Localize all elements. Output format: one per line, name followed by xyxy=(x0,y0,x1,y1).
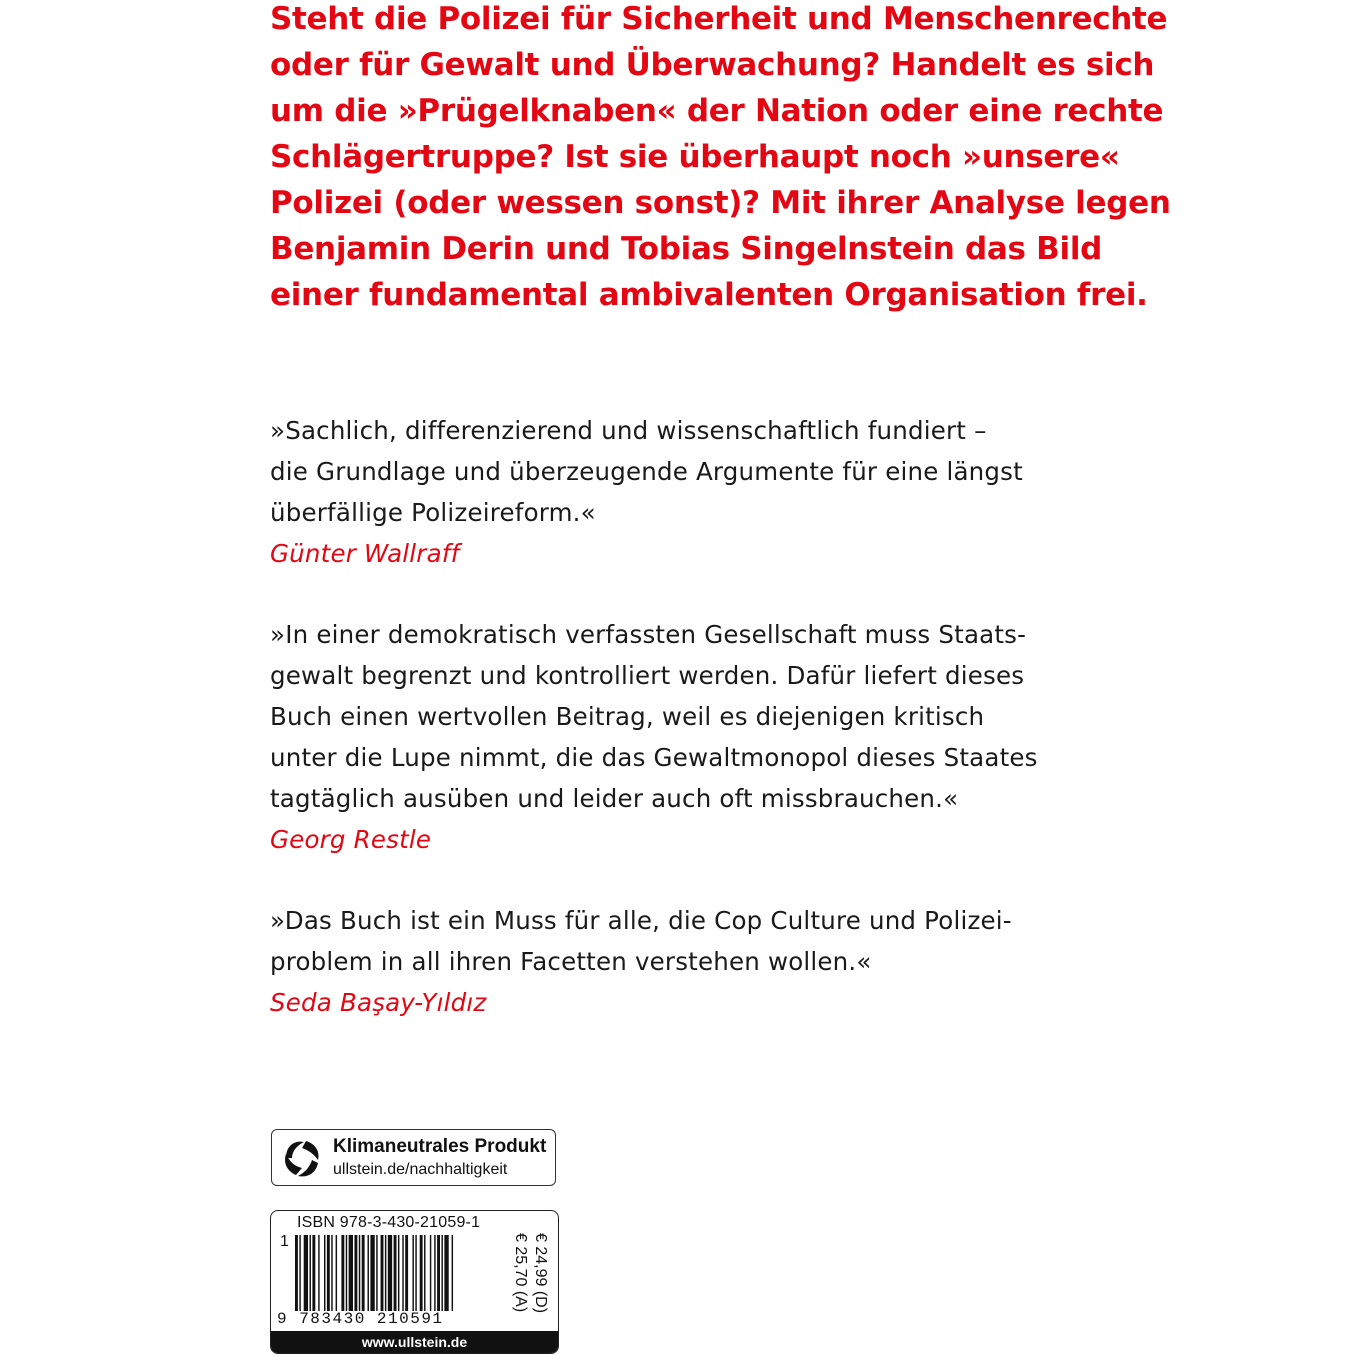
review-quote-restle xyxy=(270,614,1090,860)
badge-url: ullstein.de/nachhaltigkeit xyxy=(333,1161,508,1178)
barcode-bar xyxy=(420,1235,423,1311)
review-quote-basay-yildiz xyxy=(270,900,1090,1023)
barcode-bar xyxy=(324,1235,325,1311)
barcode-bar xyxy=(398,1235,399,1311)
barcode-label xyxy=(270,1210,559,1354)
barcode-bar xyxy=(376,1235,377,1311)
blurb-line: um die »Prügelknaben« der Nation oder eine rechte xyxy=(270,93,1164,129)
barcode-bar xyxy=(452,1235,453,1311)
barcode-bar xyxy=(434,1235,435,1311)
barcode-bar xyxy=(412,1235,413,1311)
quote-line: unter die Lupe nimmt, die das Gewaltmonopol dieses Staates xyxy=(270,743,1038,772)
blurb-line: Polizei (oder wessen sonst)? Mit ihrer Analyse legen xyxy=(270,185,1171,221)
barcode-bar xyxy=(362,1235,365,1311)
barcode-bar xyxy=(336,1235,337,1311)
quote-line: überfällige Polizeireform.« xyxy=(270,498,596,527)
quote-line: Buch einen wertvollen Beitrag, weil es diejenigen kritisch xyxy=(270,702,985,731)
quote-line: »Sachlich, differenzierend und wissenschaftlich fundiert – xyxy=(270,416,987,445)
barcode-leading-digit: 1 xyxy=(280,1233,289,1250)
price-block xyxy=(507,1233,555,1329)
barcode-icon xyxy=(295,1235,505,1311)
barcode-bar xyxy=(349,1235,353,1311)
price-austria: € 25,70 (A) xyxy=(512,1233,529,1313)
quote-author: Günter Wallraff xyxy=(270,539,460,568)
barcode-bar xyxy=(346,1235,347,1311)
barcode-bar xyxy=(444,1235,448,1311)
blurb-line: oder für Gewalt und Überwachung? Handelt es sich xyxy=(270,47,1155,83)
climate-neutral-badge xyxy=(271,1129,556,1186)
barcode-bar xyxy=(327,1235,330,1311)
review-quote-wallraff xyxy=(270,410,1090,574)
barcode-bar xyxy=(318,1235,319,1311)
barcode-bar xyxy=(381,1235,384,1311)
barcode-bar xyxy=(341,1235,344,1311)
quote-line: gewalt begrenzt und kontrolliert werden. Dafür liefert dieses xyxy=(270,661,1025,690)
leaf-globe-icon xyxy=(280,1136,324,1180)
isbn-text: ISBN 978-3-430-21059-1 xyxy=(297,1214,481,1231)
barcode-bar xyxy=(312,1235,315,1311)
quote-author: Seda Başay-Yıldız xyxy=(270,988,487,1017)
blurb-line: Schlägertruppe? Ist sie überhaupt noch »unsere« xyxy=(270,139,1120,175)
barcode-bar xyxy=(368,1235,369,1311)
quote-line: die Grundlage und überzeugende Argumente für eine längst xyxy=(270,457,1023,486)
barcode-bar xyxy=(402,1235,403,1311)
quote-line: problem in all ihren Facetten verstehen wollen.« xyxy=(270,947,872,976)
barcode-bar xyxy=(385,1235,386,1311)
quote-line: »In einer demokratisch verfassten Gesellschaft muss Staats- xyxy=(270,620,1027,649)
badge-title: Klimaneutrales Produkt xyxy=(333,1136,547,1157)
quote-author: Georg Restle xyxy=(270,825,432,854)
publisher-website[interactable]: www.ullstein.de xyxy=(271,1331,558,1353)
quote-line: »Das Buch ist ein Muss für alle, die Cop Culture und Polizei- xyxy=(270,906,1012,935)
price-germany: € 24,99 (D) xyxy=(532,1233,549,1314)
barcode-bar xyxy=(388,1235,392,1311)
barcode-bar xyxy=(437,1235,440,1311)
barcode-bar xyxy=(424,1235,425,1311)
blurb-line: Steht die Polizei für Sicherheit und Menschenrechte xyxy=(270,1,1168,37)
barcode-bar xyxy=(394,1235,397,1311)
blurb-line: einer fundamental ambivalenten Organisation frei. xyxy=(270,277,1148,313)
barcode-bar xyxy=(304,1235,308,1311)
barcode-bar xyxy=(370,1235,374,1311)
barcode-bar xyxy=(430,1235,431,1311)
barcode-bar xyxy=(415,1235,416,1311)
blurb-text xyxy=(270,0,1171,318)
barcode-bar xyxy=(441,1235,442,1311)
barcode-bar xyxy=(331,1235,332,1311)
barcode-bar xyxy=(310,1235,311,1311)
barcode-bar xyxy=(354,1235,357,1311)
barcode-bar xyxy=(405,1235,408,1311)
barcode-bar xyxy=(295,1235,298,1311)
quote-line: tagtäglich ausüben und leider auch oft missbrauchen.« xyxy=(270,784,959,813)
barcode-bar xyxy=(299,1235,300,1311)
ean-digits: 9 783430 210591 xyxy=(277,1310,444,1328)
barcode-bar xyxy=(359,1235,360,1311)
blurb-line: Benjamin Derin und Tobias Singelnstein das Bild xyxy=(270,231,1103,267)
